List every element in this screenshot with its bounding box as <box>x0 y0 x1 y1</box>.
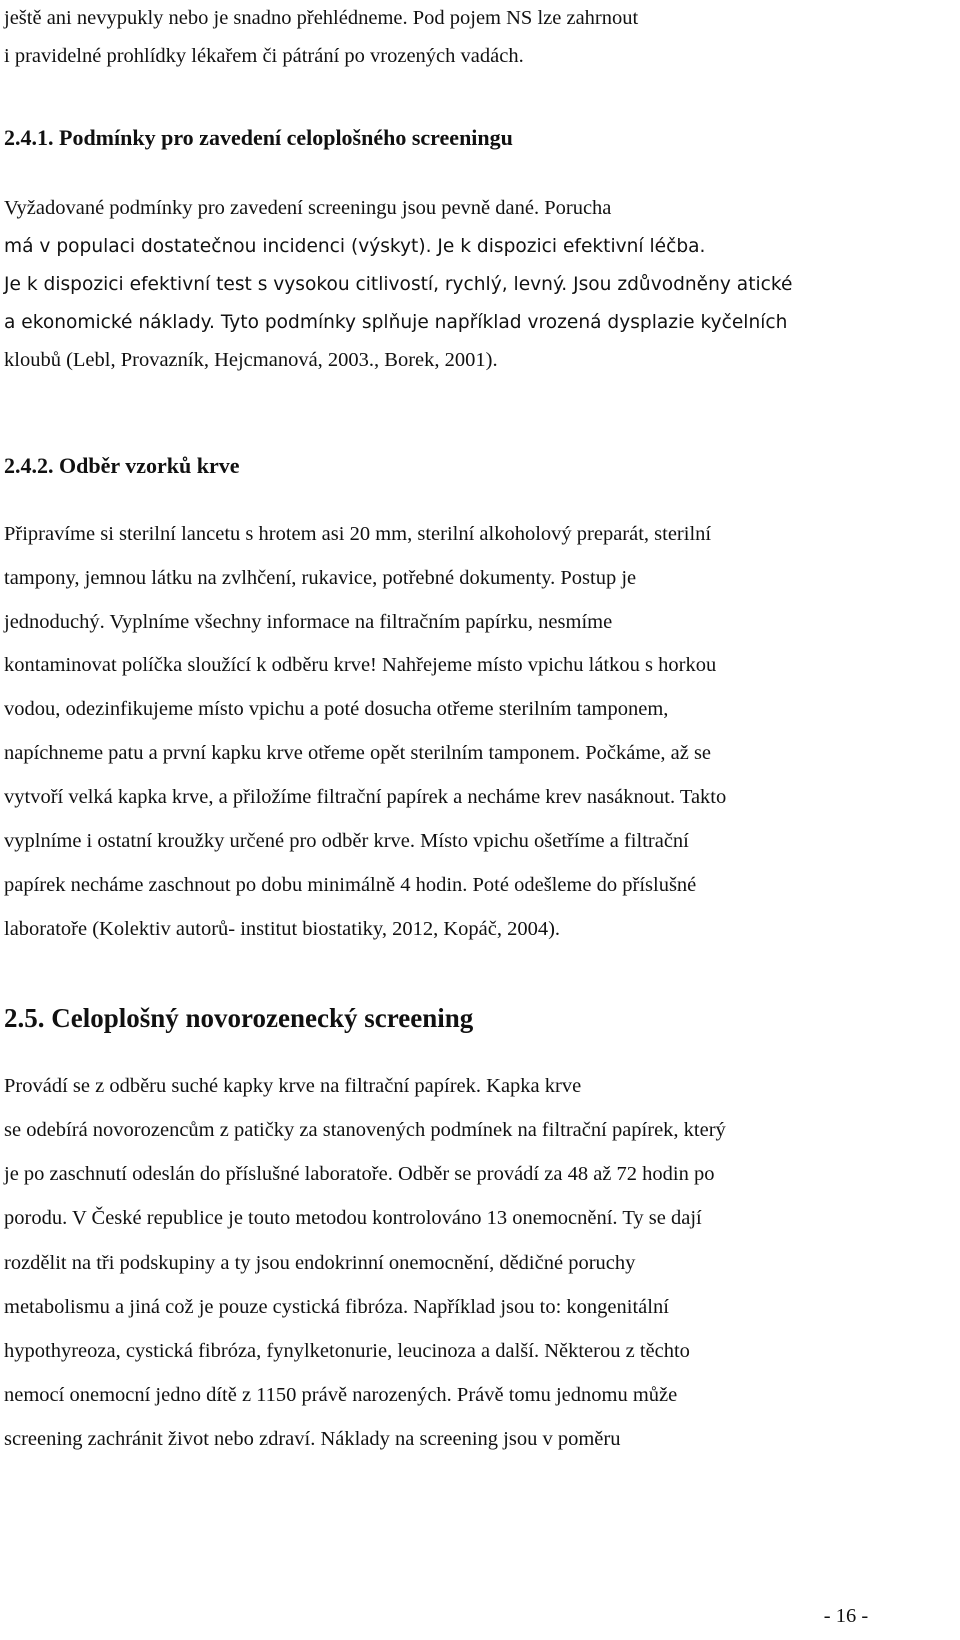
paragraph-line: a ekonomické náklady. Tyto podmínky splňuje například vrozená dysplazie kyčelních <box>4 312 788 333</box>
paragraph-line: metabolismu a jiná což je pouze cystická fibróza. Například jsou to: kongenitální <box>4 1296 669 1318</box>
section-heading-242: 2.4.2. Odběr vzorků krve <box>4 453 240 478</box>
paragraph-line: je po zaschnutí odeslán do příslušné laboratoře. Odběr se provádí za 48 až 72 hodin po <box>4 1163 715 1185</box>
paragraph-line: papírek necháme zaschnout po dobu minimálně 4 hodin. Poté odešleme do příslušné <box>4 874 697 896</box>
paragraph-line: Je k dispozici efektivní test s vysokou citlivostí, rychlý, levný. Jsou zdůvodněny atické <box>4 274 793 295</box>
paragraph-line: napíchneme patu a první kapku krve otřeme opět sterilním tamponem. Počkáme, až se <box>4 742 712 764</box>
paragraph-line: screening zachránit život nebo zdraví. Náklady na screening jsou v poměru <box>4 1428 621 1450</box>
paragraph-line: Vyžadované podmínky pro zavedení screeningu jsou pevně dané. Porucha <box>4 197 612 219</box>
paragraph-line: tampony, jemnou látku na zvlhčení, rukavice, potřebné dokumenty. Postup je <box>4 567 637 589</box>
section-heading-241: 2.4.1. Podmínky pro zavedení celoplošného screeningu <box>4 125 513 150</box>
paragraph-line: porodu. V České republice je touto metodou kontrolováno 13 onemocnění. Ty se dají <box>4 1207 702 1229</box>
paragraph-line: rozdělit na tři podskupiny a ty jsou endokrinní onemocnění, dědičné poruchy <box>4 1252 636 1274</box>
paragraph-line: nemocí onemocní jedno dítě z 1150 právě narozených. Právě tomu jednomu může <box>4 1384 678 1406</box>
paragraph-line: laboratoře (Kolektiv autorů- institut biostatiky, 2012, Kopáč, 2004). <box>4 918 561 940</box>
paragraph-line: vodou, odezinfikujeme místo vpichu a poté dosucha otřeme sterilním tamponem, <box>4 698 669 720</box>
paragraph-line: jednoduchý. Vyplníme všechny informace na filtračním papírku, nesmíme <box>4 611 613 633</box>
paragraph-line: kontaminovat políčka sloužící k odběru krve! Nahřejeme místo vpichu látkou s horkou <box>4 654 717 676</box>
paragraph-line: kloubů (Lebl, Provazník, Hejcmanová, 2003., Borek, 2001). <box>4 349 498 371</box>
paragraph-line: Připravíme si sterilní lancetu s hrotem asi 20 mm, sterilní alkoholový preparát, sterilní <box>4 523 712 545</box>
section-heading-25: 2.5. Celoplošný novorozenecký screening <box>4 1003 474 1033</box>
paragraph-line: má v populaci dostatečnou incidenci (výskyt). Je k dispozici efektivní léčba. <box>4 236 706 257</box>
paragraph-line: hypothyreoza, cystická fibróza, fynylketonurie, leucinoza a další. Některou z těchto <box>4 1340 690 1362</box>
intro-line: i pravidelné prohlídky lékařem či pátrání po vrozených vadách. <box>4 45 524 67</box>
paragraph-line: vyplníme i ostatní kroužky určené pro odběr krve. Místo vpichu ošetříme a filtrační <box>4 830 689 852</box>
paragraph-line: vytvoří velká kapka krve, a přiložíme filtrační papírek a necháme krev nasáknout. Takto <box>4 786 727 808</box>
paragraph-line: se odebírá novorozencům z patičky za stanovených podmínek na filtrační papírek, který <box>4 1119 726 1141</box>
page-number: - 16 - <box>823 1605 869 1627</box>
intro-line: ještě ani nevypukly nebo je snadno přehlédneme. Pod pojem NS lze zahrnout <box>4 7 639 29</box>
paragraph-line: Provádí se z odběru suché kapky krve na filtrační papírek. Kapka krve <box>4 1075 582 1097</box>
